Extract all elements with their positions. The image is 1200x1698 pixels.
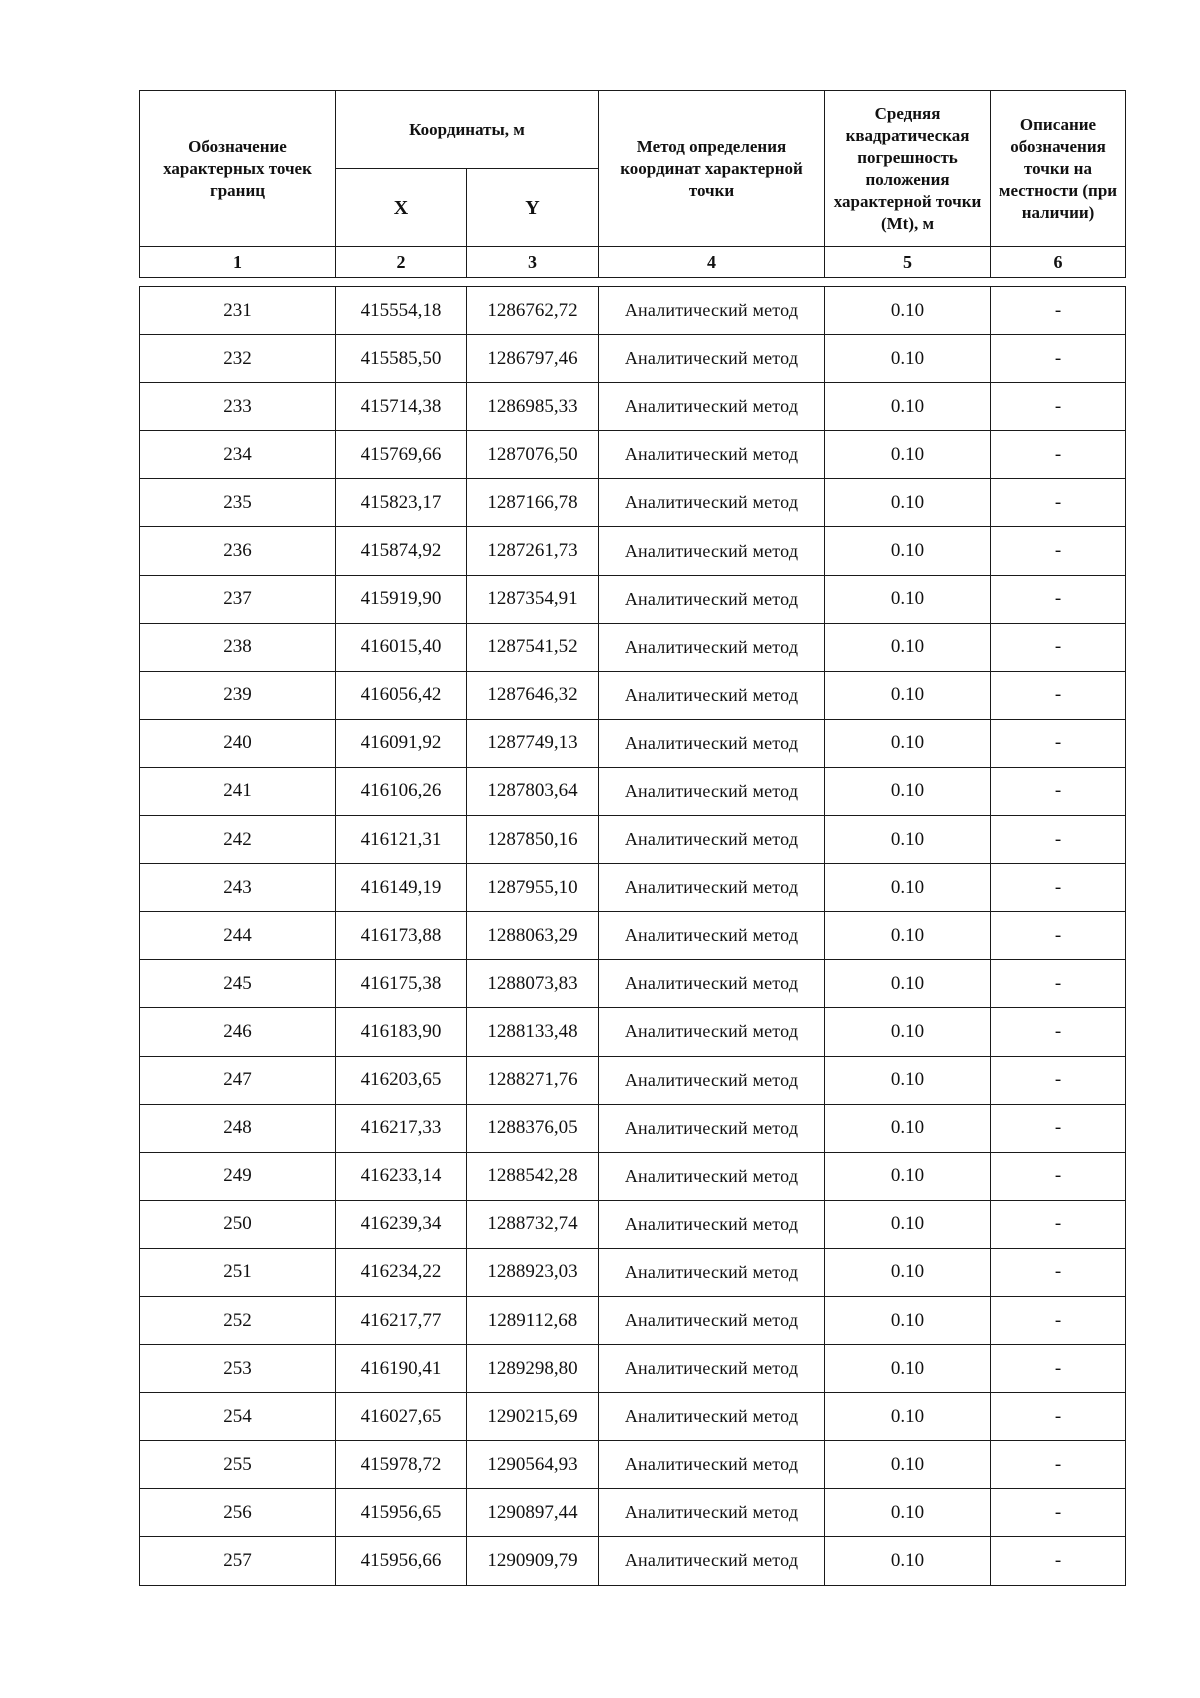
table-row (140, 1537, 1126, 1585)
x-coordinate-cell: 416234,22 (336, 1248, 467, 1296)
error-cell: 0.10 (825, 719, 991, 767)
x-coordinate-cell: 416217,33 (336, 1104, 467, 1152)
method-cell: Аналитический метод (599, 960, 825, 1008)
point-cell: 240 (140, 719, 336, 767)
x-coordinate-cell: 415978,72 (336, 1441, 467, 1489)
header-point-designation: Обозначение характерных точек границ (140, 91, 336, 247)
x-coordinate-cell: 416106,26 (336, 767, 467, 815)
method-cell: Аналитический метод (599, 912, 825, 960)
x-coordinate-cell: 416015,40 (336, 623, 467, 671)
method-cell: Аналитический метод (599, 527, 825, 575)
error-cell: 0.10 (825, 1537, 991, 1585)
table-row (140, 1248, 1126, 1296)
y-coordinate-cell: 1286797,46 (467, 335, 599, 383)
method-cell: Аналитический метод (599, 1152, 825, 1200)
error-cell: 0.10 (825, 479, 991, 527)
description-cell: - (991, 1441, 1126, 1489)
method-cell: Аналитический метод (599, 719, 825, 767)
x-coordinate-cell: 416173,88 (336, 912, 467, 960)
point-cell: 239 (140, 671, 336, 719)
method-cell: Аналитический метод (599, 383, 825, 431)
method-cell: Аналитический метод (599, 431, 825, 479)
error-cell: 0.10 (825, 1104, 991, 1152)
point-cell: 247 (140, 1056, 336, 1104)
table-row (140, 960, 1126, 1008)
method-cell: Аналитический метод (599, 1393, 825, 1441)
error-cell: 0.10 (825, 575, 991, 623)
table-row (140, 431, 1126, 479)
y-coordinate-cell: 1287850,16 (467, 816, 599, 864)
method-cell: Аналитический метод (599, 1489, 825, 1537)
error-cell: 0.10 (825, 1056, 991, 1104)
point-cell: 242 (140, 816, 336, 864)
header-method: Метод определения координат характерной точки (599, 91, 825, 247)
x-coordinate-cell: 416149,19 (336, 864, 467, 912)
point-cell: 253 (140, 1345, 336, 1393)
error-cell: 0.10 (825, 912, 991, 960)
y-coordinate-cell: 1288542,28 (467, 1152, 599, 1200)
header-y: Y (467, 169, 599, 247)
description-cell: - (991, 864, 1126, 912)
table-row (140, 719, 1126, 767)
table-row (140, 671, 1126, 719)
description-cell: - (991, 1152, 1126, 1200)
description-cell: - (991, 1248, 1126, 1296)
description-cell: - (991, 431, 1126, 479)
y-coordinate-cell: 1289112,68 (467, 1296, 599, 1344)
error-cell: 0.10 (825, 1441, 991, 1489)
table-row (140, 1152, 1126, 1200)
x-coordinate-cell: 415956,65 (336, 1489, 467, 1537)
table-row (140, 1296, 1126, 1344)
column-number-3: 3 (467, 247, 599, 278)
x-coordinate-cell: 415874,92 (336, 527, 467, 575)
table-row (140, 1345, 1126, 1393)
table-row (140, 767, 1126, 815)
description-cell: - (991, 1296, 1126, 1344)
method-cell: Аналитический метод (599, 1537, 825, 1585)
y-coordinate-cell: 1288376,05 (467, 1104, 599, 1152)
description-cell: - (991, 1056, 1126, 1104)
table-row (140, 383, 1126, 431)
x-coordinate-cell: 415769,66 (336, 431, 467, 479)
table-row (140, 1441, 1126, 1489)
header-gap (140, 278, 1126, 287)
method-cell: Аналитический метод (599, 1200, 825, 1248)
column-number-4: 4 (599, 247, 825, 278)
error-cell: 0.10 (825, 1489, 991, 1537)
y-coordinate-cell: 1288271,76 (467, 1056, 599, 1104)
description-cell: - (991, 383, 1126, 431)
y-coordinate-cell: 1288732,74 (467, 1200, 599, 1248)
x-coordinate-cell: 416056,42 (336, 671, 467, 719)
y-coordinate-cell: 1290909,79 (467, 1537, 599, 1585)
table-row (140, 335, 1126, 383)
method-cell: Аналитический метод (599, 816, 825, 864)
table-row (140, 912, 1126, 960)
y-coordinate-cell: 1287749,13 (467, 719, 599, 767)
point-cell: 232 (140, 335, 336, 383)
method-cell: Аналитический метод (599, 1104, 825, 1152)
description-cell: - (991, 1537, 1126, 1585)
y-coordinate-cell: 1287354,91 (467, 575, 599, 623)
method-cell: Аналитический метод (599, 767, 825, 815)
error-cell: 0.10 (825, 1008, 991, 1056)
method-cell: Аналитический метод (599, 671, 825, 719)
error-cell: 0.10 (825, 960, 991, 1008)
column-number-2: 2 (336, 247, 467, 278)
method-cell: Аналитический метод (599, 1008, 825, 1056)
table-row (140, 1200, 1126, 1248)
point-cell: 238 (140, 623, 336, 671)
point-cell: 243 (140, 864, 336, 912)
method-cell: Аналитический метод (599, 335, 825, 383)
error-cell: 0.10 (825, 816, 991, 864)
y-coordinate-cell: 1288063,29 (467, 912, 599, 960)
point-cell: 237 (140, 575, 336, 623)
point-cell: 256 (140, 1489, 336, 1537)
point-cell: 233 (140, 383, 336, 431)
error-cell: 0.10 (825, 1248, 991, 1296)
x-coordinate-cell: 416121,31 (336, 816, 467, 864)
x-coordinate-cell: 415823,17 (336, 479, 467, 527)
description-cell: - (991, 1345, 1126, 1393)
method-cell: Аналитический метод (599, 287, 825, 335)
x-coordinate-cell: 416091,92 (336, 719, 467, 767)
y-coordinate-cell: 1287646,32 (467, 671, 599, 719)
y-coordinate-cell: 1287076,50 (467, 431, 599, 479)
error-cell: 0.10 (825, 1152, 991, 1200)
point-cell: 252 (140, 1296, 336, 1344)
point-cell: 236 (140, 527, 336, 575)
x-coordinate-cell: 416233,14 (336, 1152, 467, 1200)
gap-cell (140, 278, 1126, 287)
error-cell: 0.10 (825, 1200, 991, 1248)
table-row (140, 1104, 1126, 1152)
x-coordinate-cell: 415585,50 (336, 335, 467, 383)
point-cell: 246 (140, 1008, 336, 1056)
x-coordinate-cell: 416190,41 (336, 1345, 467, 1393)
y-coordinate-cell: 1287803,64 (467, 767, 599, 815)
y-coordinate-cell: 1290897,44 (467, 1489, 599, 1537)
method-cell: Аналитический метод (599, 623, 825, 671)
point-cell: 249 (140, 1152, 336, 1200)
description-cell: - (991, 575, 1126, 623)
boundary-points-table (139, 90, 1126, 1586)
table-row (140, 1393, 1126, 1441)
error-cell: 0.10 (825, 767, 991, 815)
y-coordinate-cell: 1286762,72 (467, 287, 599, 335)
table-row (140, 527, 1126, 575)
description-cell: - (991, 1200, 1126, 1248)
y-coordinate-cell: 1288923,03 (467, 1248, 599, 1296)
table-row (140, 479, 1126, 527)
method-cell: Аналитический метод (599, 864, 825, 912)
method-cell: Аналитический метод (599, 575, 825, 623)
error-cell: 0.10 (825, 623, 991, 671)
x-coordinate-cell: 415956,66 (336, 1537, 467, 1585)
point-cell: 241 (140, 767, 336, 815)
description-cell: - (991, 912, 1126, 960)
error-cell: 0.10 (825, 671, 991, 719)
y-coordinate-cell: 1287261,73 (467, 527, 599, 575)
error-cell: 0.10 (825, 1393, 991, 1441)
x-coordinate-cell: 416175,38 (336, 960, 467, 1008)
error-cell: 0.10 (825, 1345, 991, 1393)
method-cell: Аналитический метод (599, 1345, 825, 1393)
description-cell: - (991, 1008, 1126, 1056)
table-row (140, 575, 1126, 623)
table-row (140, 287, 1126, 335)
method-cell: Аналитический метод (599, 1056, 825, 1104)
method-cell: Аналитический метод (599, 1296, 825, 1344)
x-coordinate-cell: 416203,65 (336, 1056, 467, 1104)
x-coordinate-cell: 416239,34 (336, 1200, 467, 1248)
x-coordinate-cell: 415554,18 (336, 287, 467, 335)
description-cell: - (991, 767, 1126, 815)
table-body (140, 287, 1126, 1586)
error-cell: 0.10 (825, 864, 991, 912)
method-cell: Аналитический метод (599, 1441, 825, 1489)
y-coordinate-cell: 1289298,80 (467, 1345, 599, 1393)
error-cell: 0.10 (825, 431, 991, 479)
error-cell: 0.10 (825, 287, 991, 335)
point-cell: 250 (140, 1200, 336, 1248)
description-cell: - (991, 527, 1126, 575)
header-error: Средняя квадратическая погрешность положения характерной точки (Mt), м (825, 91, 991, 247)
x-coordinate-cell: 415714,38 (336, 383, 467, 431)
error-cell: 0.10 (825, 1296, 991, 1344)
header-coordinates: Координаты, м (336, 91, 599, 169)
point-cell: 235 (140, 479, 336, 527)
header-x: X (336, 169, 467, 247)
table-row (140, 1489, 1126, 1537)
column-number-6: 6 (991, 247, 1126, 278)
point-cell: 244 (140, 912, 336, 960)
point-cell: 231 (140, 287, 336, 335)
y-coordinate-cell: 1290215,69 (467, 1393, 599, 1441)
x-coordinate-cell: 415919,90 (336, 575, 467, 623)
description-cell: - (991, 623, 1126, 671)
table-row (140, 816, 1126, 864)
description-cell: - (991, 335, 1126, 383)
table-header (140, 91, 1126, 287)
description-cell: - (991, 960, 1126, 1008)
x-coordinate-cell: 416027,65 (336, 1393, 467, 1441)
error-cell: 0.10 (825, 527, 991, 575)
y-coordinate-cell: 1290564,93 (467, 1441, 599, 1489)
column-number-1: 1 (140, 247, 336, 278)
y-coordinate-cell: 1288073,83 (467, 960, 599, 1008)
point-cell: 245 (140, 960, 336, 1008)
description-cell: - (991, 287, 1126, 335)
x-coordinate-cell: 416217,77 (336, 1296, 467, 1344)
table-row (140, 623, 1126, 671)
description-cell: - (991, 671, 1126, 719)
column-number-row (140, 247, 1126, 278)
method-cell: Аналитический метод (599, 479, 825, 527)
table-row (140, 1056, 1126, 1104)
y-coordinate-cell: 1287541,52 (467, 623, 599, 671)
description-cell: - (991, 1489, 1126, 1537)
table-row (140, 864, 1126, 912)
point-cell: 248 (140, 1104, 336, 1152)
description-cell: - (991, 719, 1126, 767)
description-cell: - (991, 816, 1126, 864)
y-coordinate-cell: 1287166,78 (467, 479, 599, 527)
point-cell: 255 (140, 1441, 336, 1489)
description-cell: - (991, 1104, 1126, 1152)
description-cell: - (991, 479, 1126, 527)
y-coordinate-cell: 1288133,48 (467, 1008, 599, 1056)
point-cell: 257 (140, 1537, 336, 1585)
point-cell: 234 (140, 431, 336, 479)
method-cell: Аналитический метод (599, 1248, 825, 1296)
x-coordinate-cell: 416183,90 (336, 1008, 467, 1056)
table-row (140, 1008, 1126, 1056)
y-coordinate-cell: 1286985,33 (467, 383, 599, 431)
point-cell: 254 (140, 1393, 336, 1441)
error-cell: 0.10 (825, 335, 991, 383)
error-cell: 0.10 (825, 383, 991, 431)
y-coordinate-cell: 1287955,10 (467, 864, 599, 912)
description-cell: - (991, 1393, 1126, 1441)
point-cell: 251 (140, 1248, 336, 1296)
header-description: Описание обозначения точки на местности (при наличии) (991, 91, 1126, 247)
column-number-5: 5 (825, 247, 991, 278)
